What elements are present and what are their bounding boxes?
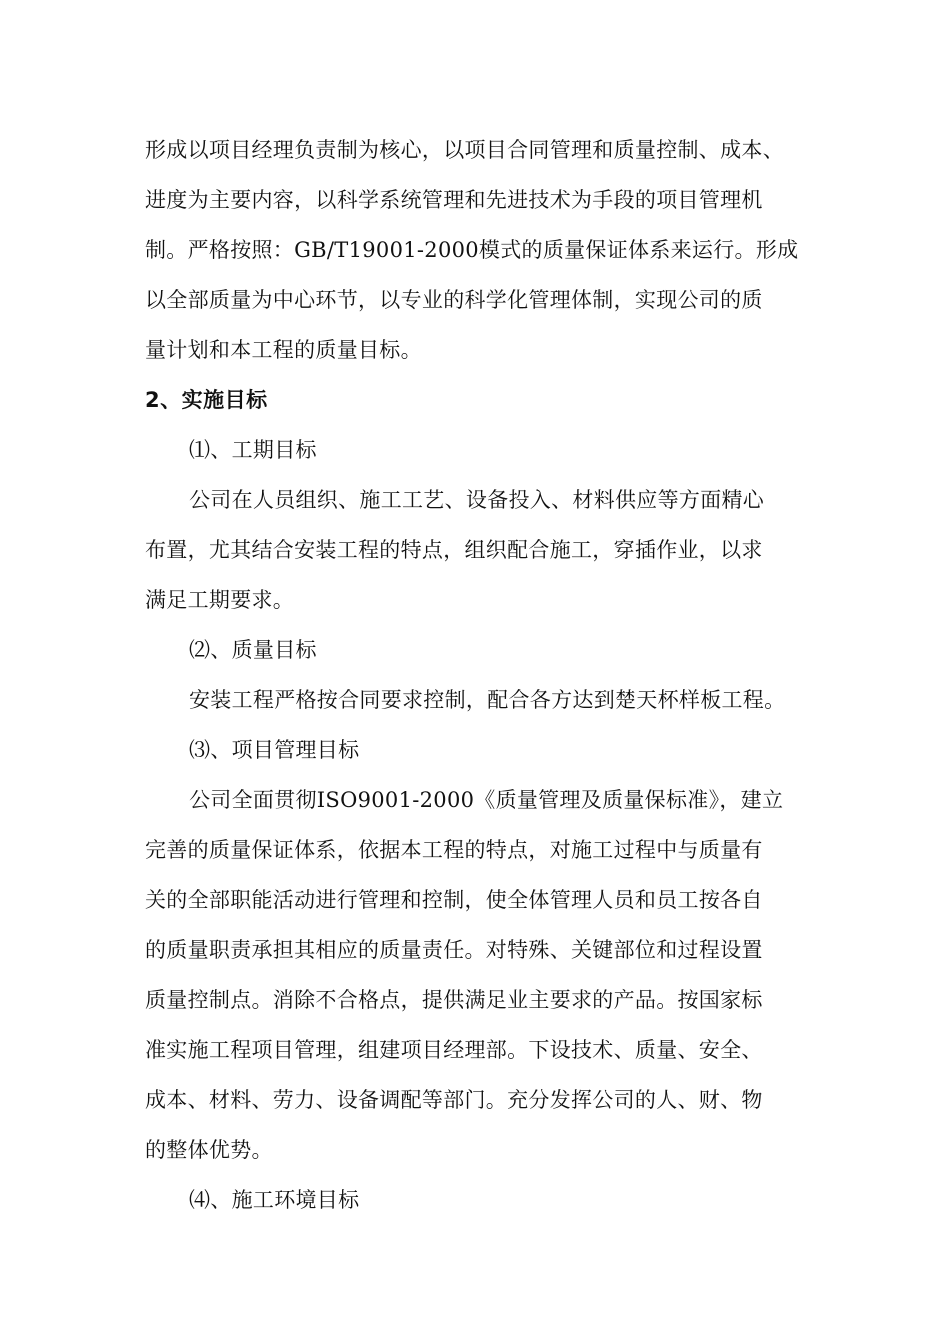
item-title-schedule: ⑴、工期目标 (189, 438, 317, 462)
paragraph-line: 准实施工程项目管理，组建项目经理部。下设技术、质量、安全、 (145, 1038, 763, 1062)
paragraph-line: 质量控制点。消除不合格点，提供满足业主要求的产品。按国家标 (145, 988, 763, 1012)
paragraph-line: 成本、材料、劳力、设备调配等部门。充分发挥公司的人、财、物 (145, 1088, 763, 1112)
paragraph-line: 关的全部职能活动进行管理和控制，使全体管理人员和员工按各自 (145, 888, 763, 912)
item-title-environment: ⑷、施工环境目标 (189, 1188, 360, 1212)
paragraph-line: 公司全面贯彻ISO9001-2000《质量管理及质量保标准》，建立 (189, 788, 784, 812)
paragraph-line: 完善的质量保证体系，依据本工程的特点，对施工过程中与质量有 (145, 838, 763, 862)
paragraph-line: 安装工程严格按合同要求控制，配合各方达到楚天杯样板工程。 (189, 688, 786, 712)
item-title-quality: ⑵、质量目标 (189, 638, 317, 662)
paragraph-line: 形成以项目经理负责制为核心，以项目合同管理和质量控制、成本、 (145, 138, 784, 162)
paragraph-line: 公司在人员组织、施工工艺、设备投入、材料供应等方面精心 (189, 488, 765, 512)
paragraph-line: 布置，尤其结合安装工程的特点，组织配合施工，穿插作业，以求 (145, 538, 763, 562)
paragraph-line: 的质量职责承担其相应的质量责任。对特殊、关键部位和过程设置 (145, 938, 763, 962)
paragraph-line: 的整体优势。 (145, 1138, 273, 1162)
item-title-management: ⑶、项目管理目标 (189, 738, 360, 762)
paragraph-line: 制。严格按照：GB/T19001-2000模式的质量保证体系来运行。形成 (145, 238, 799, 262)
paragraph-line: 满足工期要求。 (145, 588, 295, 612)
paragraph-line: 量计划和本工程的质量目标。 (145, 338, 422, 362)
paragraph-line: 进度为主要内容，以科学系统管理和先进技术为手段的项目管理机 (145, 188, 763, 212)
section-heading: 2、实施目标 (145, 388, 268, 412)
paragraph-line: 以全部质量为中心环节，以专业的科学化管理体制，实现公司的质 (145, 288, 763, 312)
